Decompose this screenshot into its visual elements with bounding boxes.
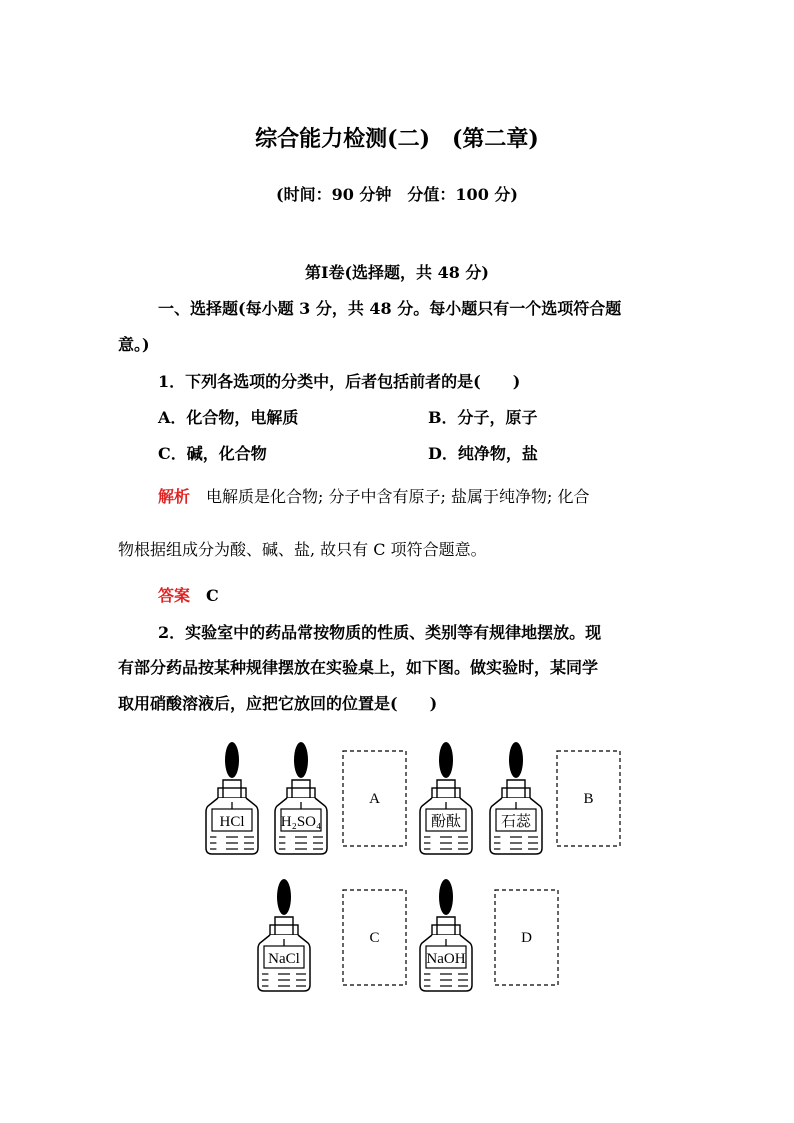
placement-slot xyxy=(495,890,558,985)
dropper-bulb xyxy=(294,742,308,778)
question-1-stem: 1．下列各选项的分类中，后者包括前者的是( ) xyxy=(158,372,521,391)
question-2-stem-line2: 有部分药品按某种规律摆放在实验桌上，如下图。做实验时，某同学 xyxy=(118,658,599,677)
reagent-bottle xyxy=(420,879,472,991)
slot-label: D xyxy=(521,930,532,946)
question-1-option-b: B．分子，原子 xyxy=(428,408,538,427)
bottle-label: NaOH xyxy=(426,951,466,967)
analysis-line2: 物根据组成分为酸、碱、盐, 故只有 C 项符合题意。 xyxy=(118,540,487,559)
reagent-bottle xyxy=(420,742,472,854)
dropper-bulb xyxy=(439,742,453,778)
dropper-bulb xyxy=(509,742,523,778)
reagent-bottle xyxy=(275,742,327,854)
answer-tag: 答案 xyxy=(158,586,191,605)
dropper-bulb xyxy=(277,879,291,915)
bottle-label: HCl xyxy=(219,814,245,830)
section-instruction-line1: 一、选择题(每小题 3 分，共 48 分。每小题只有一个选项符合题 xyxy=(158,299,622,318)
placement-slot xyxy=(343,751,406,846)
question-1-option-c: C．碱，化合物 xyxy=(158,444,267,463)
bottle-label: H₂SO₄ xyxy=(280,814,322,830)
analysis-text-1: 电解质是化合物; 分子中含有原子; 盐属于纯净物; 化合 xyxy=(206,487,590,506)
page-title: 综合能力检测(二) (第二章) xyxy=(255,126,539,152)
section-instruction-line2: 意。) xyxy=(118,335,150,354)
bottle-label: NaCl xyxy=(268,951,300,967)
question-2-stem-line3: 取用硝酸溶液后，应把它放回的位置是( ) xyxy=(118,694,438,713)
question-1-option-a: A．化合物，电解质 xyxy=(158,408,299,427)
bottle-label: 酚酞 xyxy=(430,814,462,830)
answer-value: C xyxy=(206,586,219,605)
question-1-option-d: D．纯净物，盐 xyxy=(428,444,538,463)
dropper-bulb xyxy=(439,879,453,915)
reagent-bottle xyxy=(490,742,542,854)
exam-info: (时间：90 分钟 分值：100 分) xyxy=(276,185,518,204)
placement-slot xyxy=(557,751,620,846)
dropper-bulb xyxy=(225,742,239,778)
analysis-tag: 解析 xyxy=(158,487,191,506)
reagent-bottle xyxy=(258,879,310,991)
slot-label: B xyxy=(583,791,594,807)
question-2-stem-line1: 2．实验室中的药品常按物质的性质、类别等有规律地摆放。现 xyxy=(158,623,602,642)
bottle-label: 石蕊 xyxy=(500,814,532,830)
slot-label: A xyxy=(369,791,380,807)
slot-label: C xyxy=(369,930,380,946)
reagent-bottle xyxy=(206,742,258,854)
section-title: 第Ⅰ卷(选择题，共 48 分) xyxy=(304,263,490,282)
placement-slot xyxy=(343,890,406,985)
